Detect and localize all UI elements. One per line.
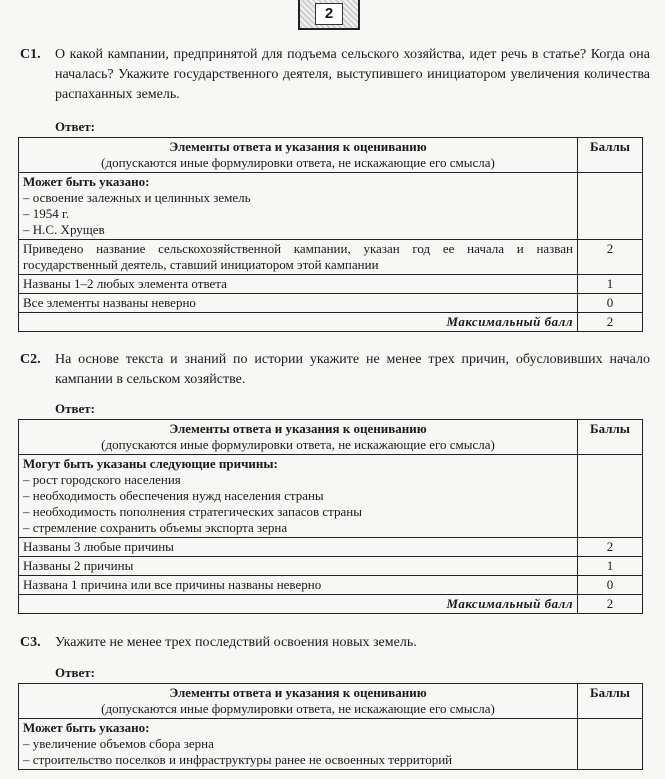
criteria-title: Может быть указано: (23, 174, 150, 189)
question-c1 (20, 45, 650, 105)
criteria-item: – необходимость пополнения стратегических запасов страны (23, 504, 362, 519)
max-score: 2 (578, 313, 643, 332)
criteria-row (19, 719, 643, 770)
header-main: Элементы ответа и указания к оцениванию (169, 421, 427, 436)
table-row (19, 538, 643, 557)
row-score: 2 (578, 538, 643, 557)
grading-table-c1 (18, 137, 643, 332)
question-number: С2. (20, 352, 41, 367)
answer-label: Ответ: (55, 665, 96, 680)
header-main: Элементы ответа и указания к оцениванию (169, 139, 427, 154)
table-row (19, 576, 643, 595)
table-row (19, 275, 643, 294)
header-score: Баллы (578, 420, 643, 455)
row-score: 1 (578, 275, 643, 294)
table-header-row (19, 420, 643, 455)
table-row (19, 557, 643, 576)
question-text: Укажите не менее трех последствий освоения новых земель. (55, 635, 417, 650)
table-header-row (19, 684, 643, 719)
header-score: Баллы (578, 138, 643, 173)
criteria-item: – рост городского населения (23, 472, 181, 487)
header-sub: (допускаются иные формулировки ответа, не искажающие его смысла) (101, 155, 495, 170)
answer-label: Ответ: (55, 119, 96, 134)
question-text: На основе текста и знаний по истории укажите не менее трех причин, обусловивших начало кампании в сельском хозяйстве. (55, 352, 650, 387)
grading-table-c2 (18, 419, 643, 614)
max-row (19, 595, 643, 614)
criteria-item: – стремление сохранить объемы экспорта зерна (23, 520, 288, 535)
question-number: С1. (20, 47, 41, 62)
question-number: С3. (20, 635, 41, 650)
row-text: Приведено название сельскохозяйственной кампании, указан год ее начала и назван государственный деятель, ставший инициатором этой кампании (19, 240, 578, 275)
header-sub: (допускаются иные формулировки ответа, не искажающие его смысла) (101, 437, 495, 452)
table-row (19, 294, 643, 313)
row-text: Названы 2 причины (19, 557, 578, 576)
row-text: Все элементы названы неверно (19, 294, 578, 313)
criteria-title: Может быть указано: (23, 720, 150, 735)
criteria-item: – 1954 г. (23, 206, 70, 221)
row-text: Названы 3 любые причины (19, 538, 578, 557)
criteria-item: – увеличение объемов сбора зерна (23, 736, 214, 751)
criteria-item: – Н.С. Хрущев (23, 222, 105, 237)
header-elements (19, 420, 578, 455)
criteria-item: – строительство поселков и инфраструктуры ранее не освоенных территорий (23, 752, 453, 767)
page-number-badge (298, 0, 360, 30)
score-cell (578, 719, 643, 770)
question-text: О какой кампании, предпринятой для подъема сельского хозяйства, идет речь в статье? Когда она началась? Укажите государственного деятеля, выступившего инициатором увеличения количества распаханных земель. (55, 47, 650, 102)
criteria-row (19, 173, 643, 240)
header-sub: (допускаются иные формулировки ответа, не искажающие его смысла) (101, 701, 495, 716)
max-row (19, 313, 643, 332)
criteria-title: Могут быть указаны следующие причины: (23, 456, 278, 471)
row-score: 0 (578, 294, 643, 313)
grading-table-c3 (18, 683, 643, 770)
row-text: Названа 1 причина или все причины названы неверно (19, 576, 578, 595)
criteria-cell (19, 173, 578, 240)
criteria-item: – освоение залежных и целинных земель (23, 190, 251, 205)
criteria-row (19, 455, 643, 538)
table-row (19, 240, 643, 275)
row-score: 2 (578, 240, 643, 275)
max-label: Максимальный балл (19, 595, 578, 614)
answer-label: Ответ: (55, 401, 96, 416)
criteria-cell (19, 719, 578, 770)
score-cell (578, 173, 643, 240)
max-score: 2 (578, 595, 643, 614)
question-c3 (20, 633, 650, 653)
criteria-item: – необходимость обеспечения нужд населения страны (23, 488, 324, 503)
header-main: Элементы ответа и указания к оцениванию (169, 685, 427, 700)
criteria-cell (19, 455, 578, 538)
header-score: Баллы (578, 684, 643, 719)
header-elements (19, 684, 578, 719)
score-cell (578, 455, 643, 538)
question-c2 (20, 350, 650, 390)
table-header-row (19, 138, 643, 173)
row-score: 1 (578, 557, 643, 576)
row-score: 0 (578, 576, 643, 595)
header-elements (19, 138, 578, 173)
row-text: Названы 1–2 любых элемента ответа (19, 275, 578, 294)
page-number: 2 (315, 3, 343, 25)
max-label: Максимальный балл (19, 313, 578, 332)
